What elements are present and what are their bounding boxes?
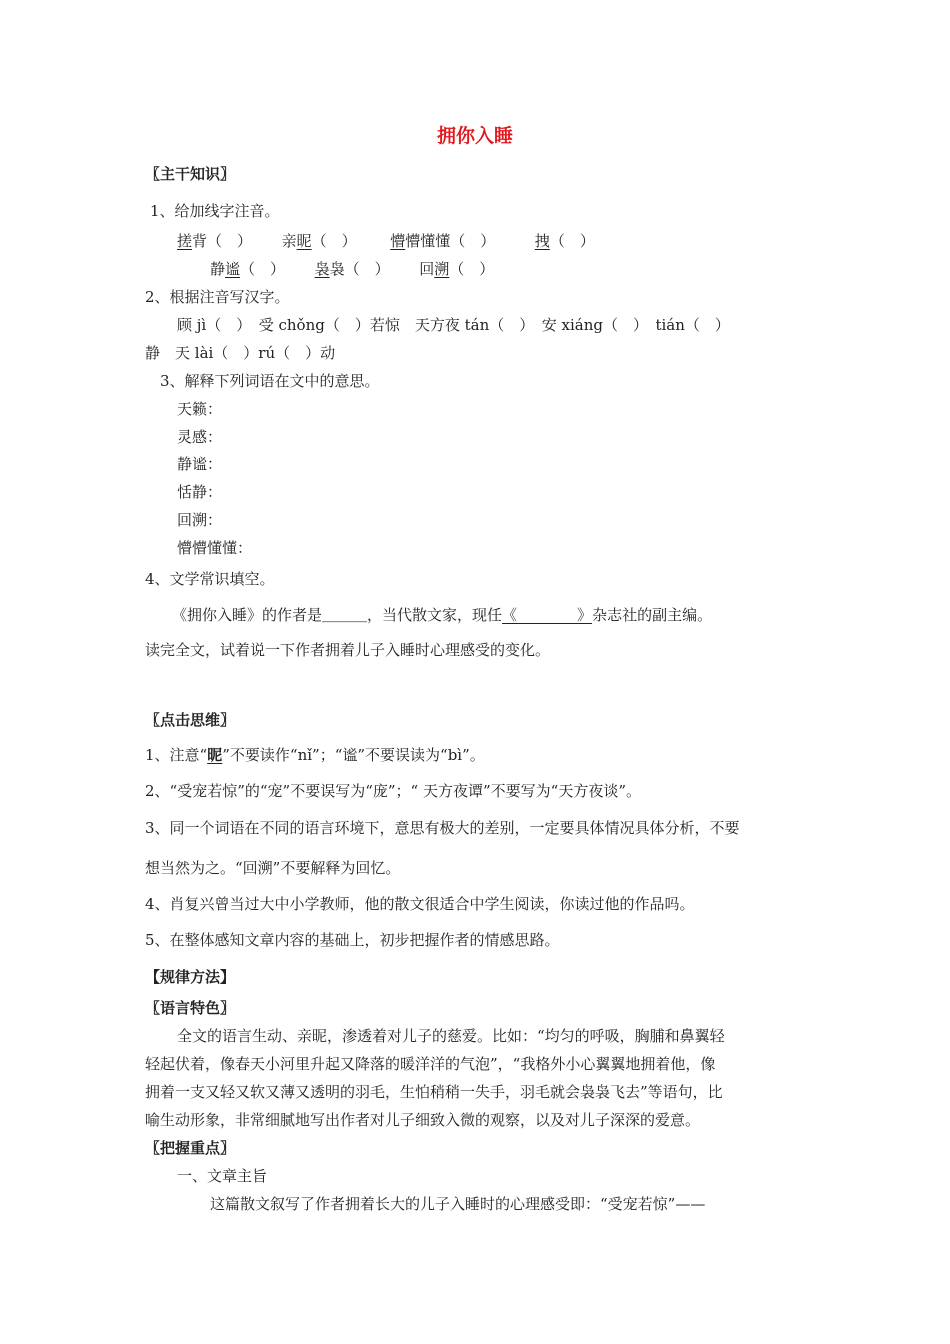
text: （ ） xyxy=(311,232,357,250)
text: 1、注意“ xyxy=(145,746,208,764)
section-heading-thinking: 〖点击思维〗 xyxy=(145,711,236,729)
key-point-heading: 一、文章主旨 xyxy=(177,1167,268,1185)
question-3: 3、解释下列词语在文中的意思。 xyxy=(160,372,380,390)
language-paragraph-line-1: 全文的语言生动、亲昵，渗透着对儿子的慈爱。比如：“均匀的呼吸，胸脯和鼻翼轻 xyxy=(177,1027,725,1045)
question-1: 1、给加线字注音。 xyxy=(150,202,280,220)
text: （ ） xyxy=(449,260,495,278)
text: 《拥你入睡》的作者是 xyxy=(172,606,323,624)
underlined-char: 搓 xyxy=(177,232,193,250)
blank-magazine: 《 》 xyxy=(502,606,593,624)
underlined-char: 拽 xyxy=(534,232,550,250)
text: 回 xyxy=(419,260,435,278)
blank-author: ＿＿＿ xyxy=(322,606,368,624)
text: （ ） xyxy=(549,232,595,250)
tip-5: 5、在整体感知文章内容的基础上，初步把握作者的情感思路。 xyxy=(145,931,560,949)
underlined-char: 昵 xyxy=(207,746,223,764)
tip-3-line-1: 3、同一个词语在不同的语言环境下，意思有极大的差别，一定要具体情况具体分析，不要 xyxy=(145,819,740,837)
underlined-char: 溯 xyxy=(434,260,450,278)
underlined-char: 昵 xyxy=(296,232,312,250)
section-heading-key-points: 〖把握重点〗 xyxy=(145,1139,236,1157)
text: 杂志社的副主编。 xyxy=(592,606,713,624)
term-4: 恬静： xyxy=(177,483,223,501)
text: 亲 xyxy=(281,232,297,250)
language-paragraph-line-4: 喻生动形象，非常细腻地写出作者对儿子细致入微的观察，以及对儿子深深的爱意。 xyxy=(145,1111,701,1129)
underlined-char: 谧 xyxy=(225,260,241,278)
text: 懵懂懂（ ） xyxy=(405,232,496,250)
question-1-row-1 xyxy=(177,231,595,251)
text: 袅（ ） xyxy=(329,260,390,278)
term-6: 懵懵懂懂： xyxy=(177,539,253,557)
term-5: 回溯： xyxy=(177,511,223,529)
question-5: 读完全文，试着说一下作者拥着儿子入睡时心理感受的变化。 xyxy=(145,641,551,659)
question-2-line-2: 静 天 lài（ ）rú（ ）动 xyxy=(145,344,336,362)
language-paragraph-line-3: 拥着一支又轻又软又薄又透明的羽毛，生怕稍稍一失手，羽毛就会袅袅飞去”等语句，比 xyxy=(145,1083,723,1101)
underlined-char: 懵 xyxy=(390,232,406,250)
question-4-fill xyxy=(172,605,712,625)
tip-1 xyxy=(145,745,485,765)
term-2: 灵感： xyxy=(177,428,223,446)
underlined-char: 袅 xyxy=(314,260,330,278)
question-2: 2、根据注音写汉字。 xyxy=(145,288,290,306)
section-heading-language: 〖语言特色〗 xyxy=(145,999,236,1017)
question-1-row-2 xyxy=(210,259,494,279)
term-1: 天籁： xyxy=(177,400,223,418)
text: 静 xyxy=(210,260,226,278)
text: （ ） xyxy=(240,260,286,278)
text: 背（ ） xyxy=(192,232,253,250)
language-paragraph-line-2: 轻起伏着，像春天小河里升起又降落的暖洋洋的气泡”，“我格外小心翼翼地拥着他，像 xyxy=(145,1055,716,1073)
section-heading-main-knowledge: 〖主干知识〗 xyxy=(145,165,236,183)
tip-3-line-2: 想当然为之。“回溯”不要解释为回忆。 xyxy=(145,859,401,877)
term-3: 静谧： xyxy=(177,455,223,473)
section-heading-methods: 【规律方法】 xyxy=(145,968,236,986)
question-2-line-1: 顾 jì（ ） 受 chǒng（ ）若惊 天方夜 tán（ ） 安 xiáng（ ） tián（ ） xyxy=(177,316,730,334)
tip-2: 2、“受宠若惊”的“宠”不要误写为“庞”；“ 天方夜谭”不要写为“天方夜谈”。 xyxy=(145,782,641,800)
page-title: 拥你入睡 xyxy=(436,125,513,147)
tip-4: 4、肖复兴曾当过大中小学教师，他的散文很适合中学生阅读，你读过他的作品吗。 xyxy=(145,895,695,913)
text: ，当代散文家，现任 xyxy=(367,606,503,624)
key-point-text: 这篇散文叙写了作者拥着长大的儿子入睡时的心理感受即：“受宠若惊”—— xyxy=(210,1195,706,1213)
text: ”不要读作“nǐ”；“谧”不要误读为“bì”。 xyxy=(222,746,485,764)
question-4: 4、文学常识填空。 xyxy=(145,570,275,588)
